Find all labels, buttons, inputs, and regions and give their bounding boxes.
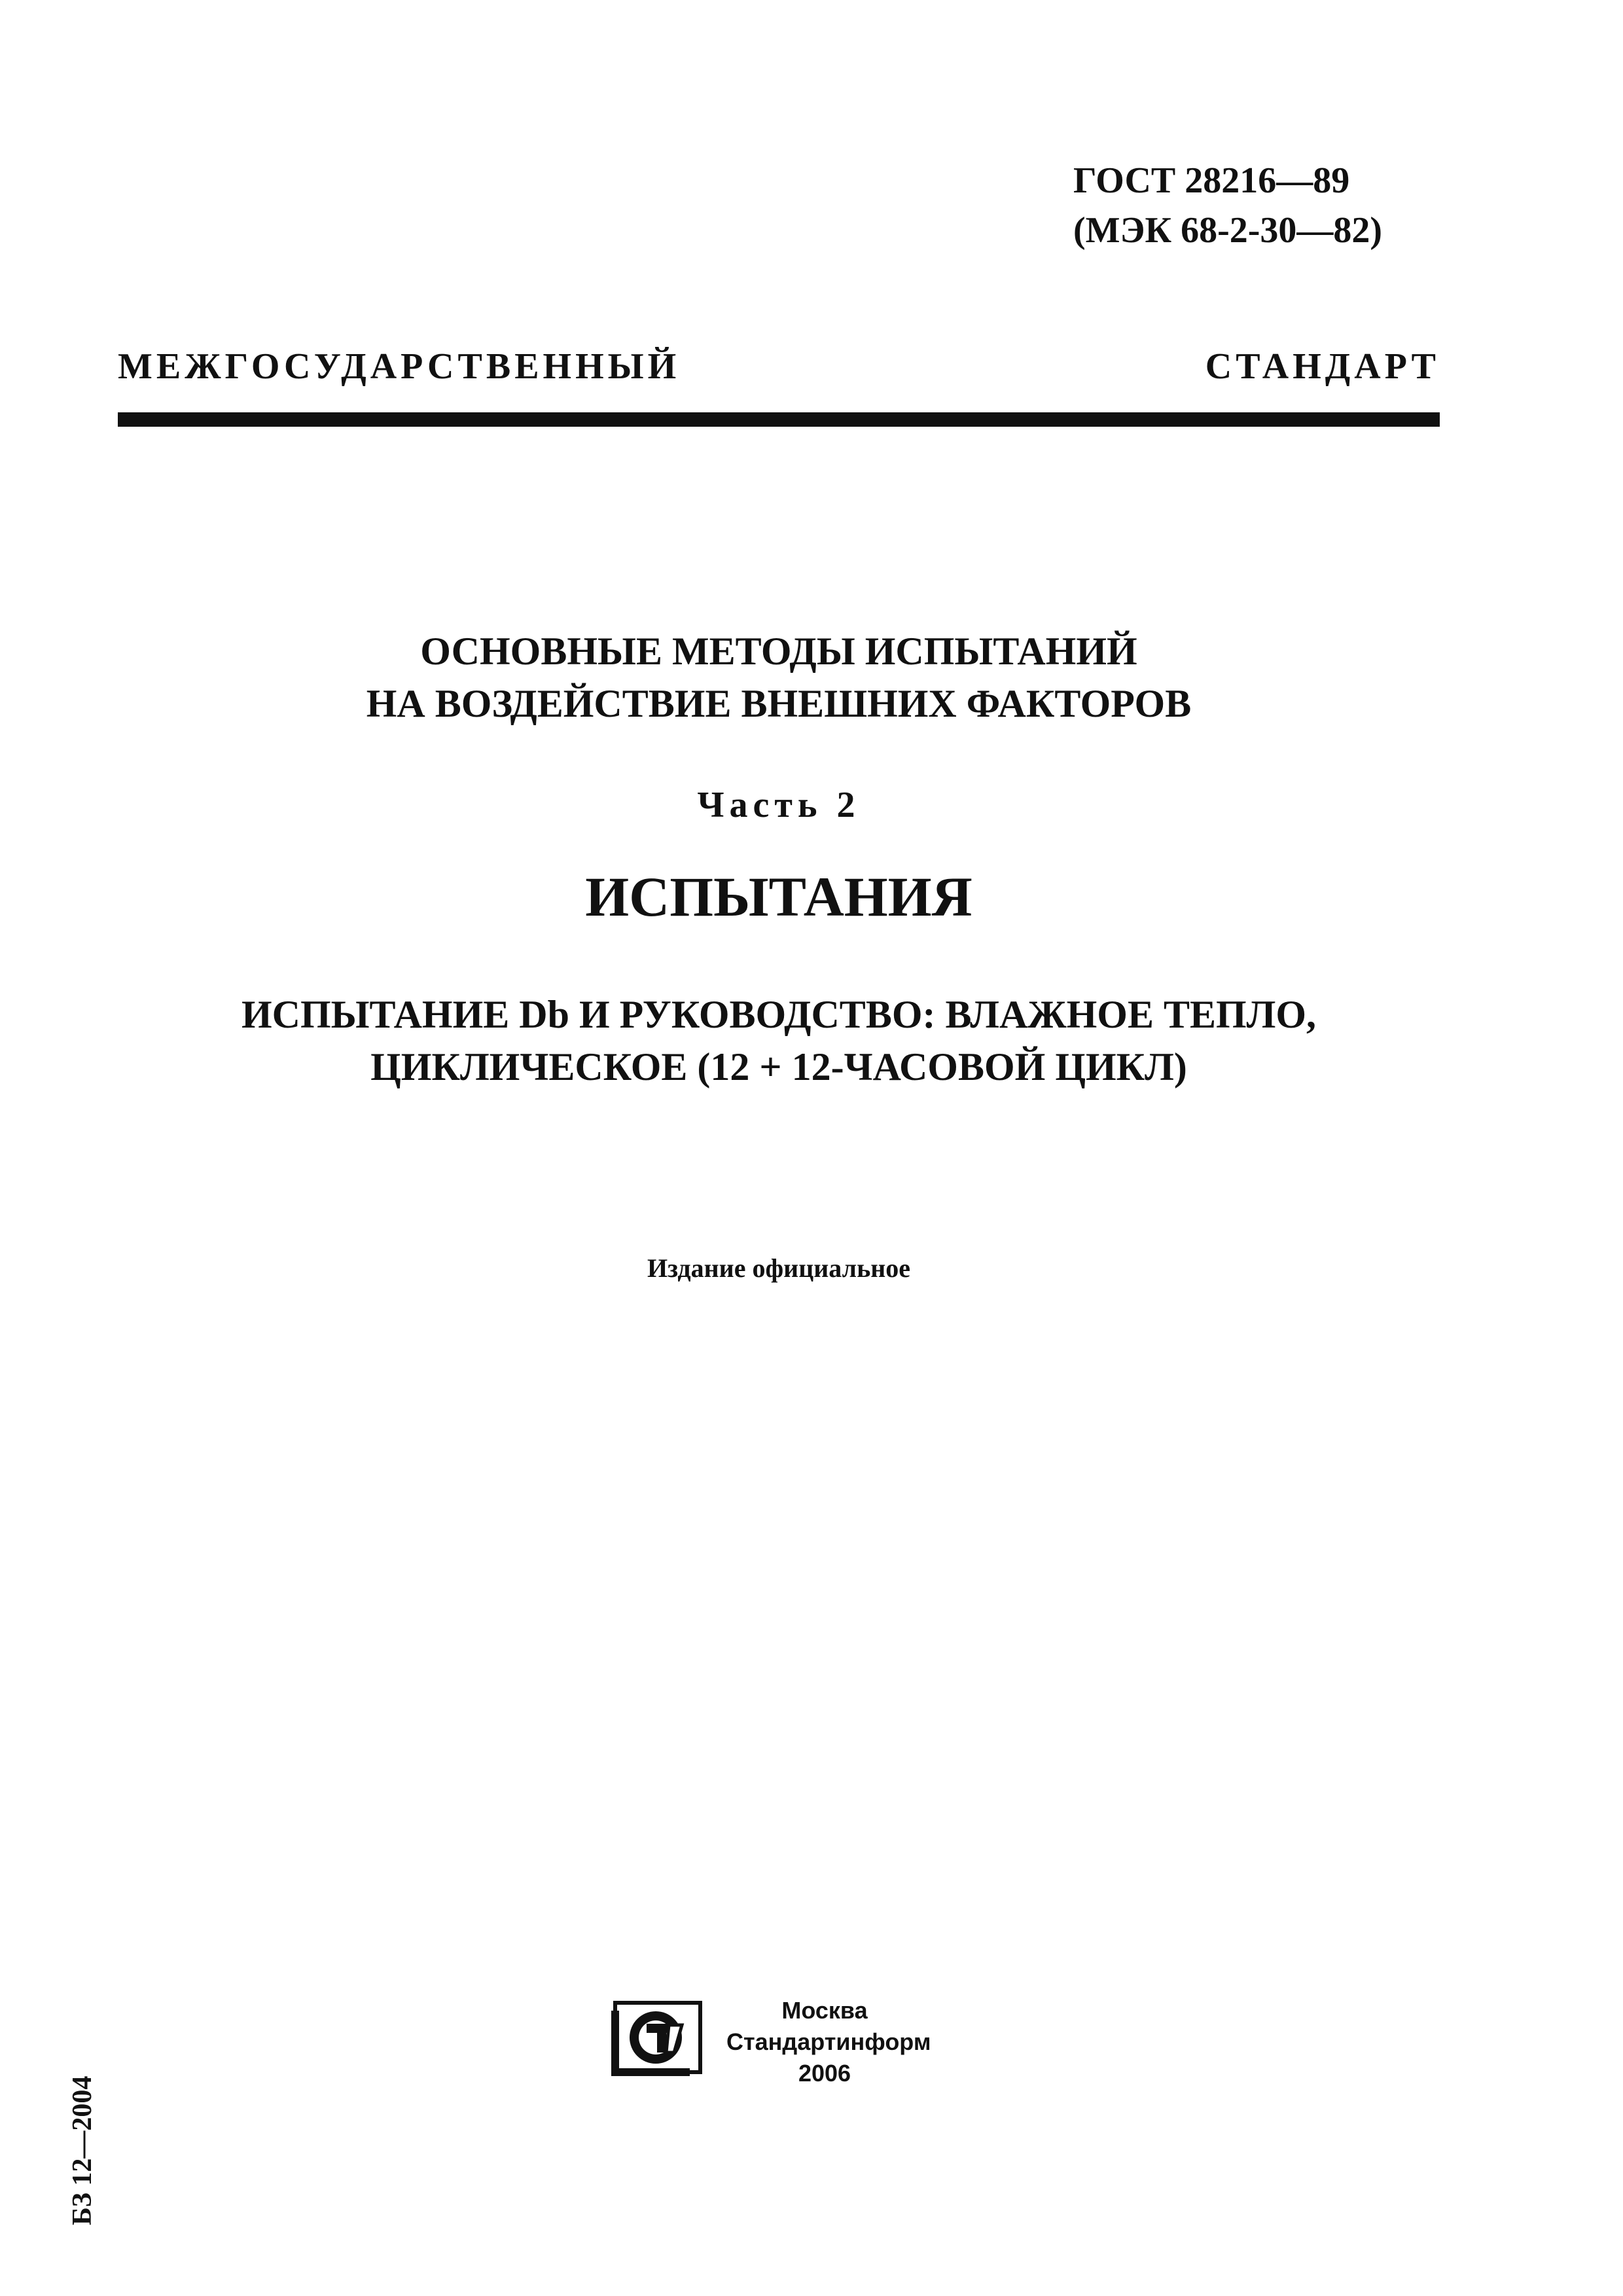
publisher-name: Стандартинформ xyxy=(726,2028,931,2055)
document-subtitle xyxy=(118,988,1440,1093)
edition-note: Издание официальное xyxy=(647,1253,911,1283)
publisher-year: 2006 xyxy=(798,2060,851,2087)
subtitle-line-2: ЦИКЛИЧЕСКОЕ (12 + 12-ЧАСОВОЙ ЦИКЛ) xyxy=(370,1045,1187,1088)
standard-designation xyxy=(1073,156,1505,255)
part-label: Часть 2 xyxy=(697,785,861,825)
standard-type-heading: МЕЖГОСУДАРСТВЕННЫЙ СТАНДАРТ xyxy=(118,346,1440,387)
side-code: БЗ 12—2004 xyxy=(67,2075,98,2225)
subtitle-line-1: ИСПЫТАНИЕ Db И РУКОВОДСТВО: ВЛАЖНОЕ ТЕПЛО, xyxy=(241,993,1317,1036)
part-title: ИСПЫТАНИЯ xyxy=(585,865,972,928)
publisher-block xyxy=(726,1995,931,2089)
title-line-1: ОСНОВНЫЕ МЕТОДЫ ИСПЫТАНИЙ xyxy=(420,630,1137,673)
title-line-2: НА ВОЗДЕЙСТВИЕ ВНЕШНИХ ФАКТОРОВ xyxy=(366,682,1192,725)
designation-iec: (МЭК 68-2-30—82) xyxy=(1073,210,1383,251)
designation-gost: ГОСТ 28216—89 xyxy=(1073,160,1350,201)
standartinform-logo-icon xyxy=(609,1996,707,2079)
document-title xyxy=(118,625,1440,730)
header-rule xyxy=(118,412,1440,427)
publisher-city: Москва xyxy=(781,1997,868,2024)
